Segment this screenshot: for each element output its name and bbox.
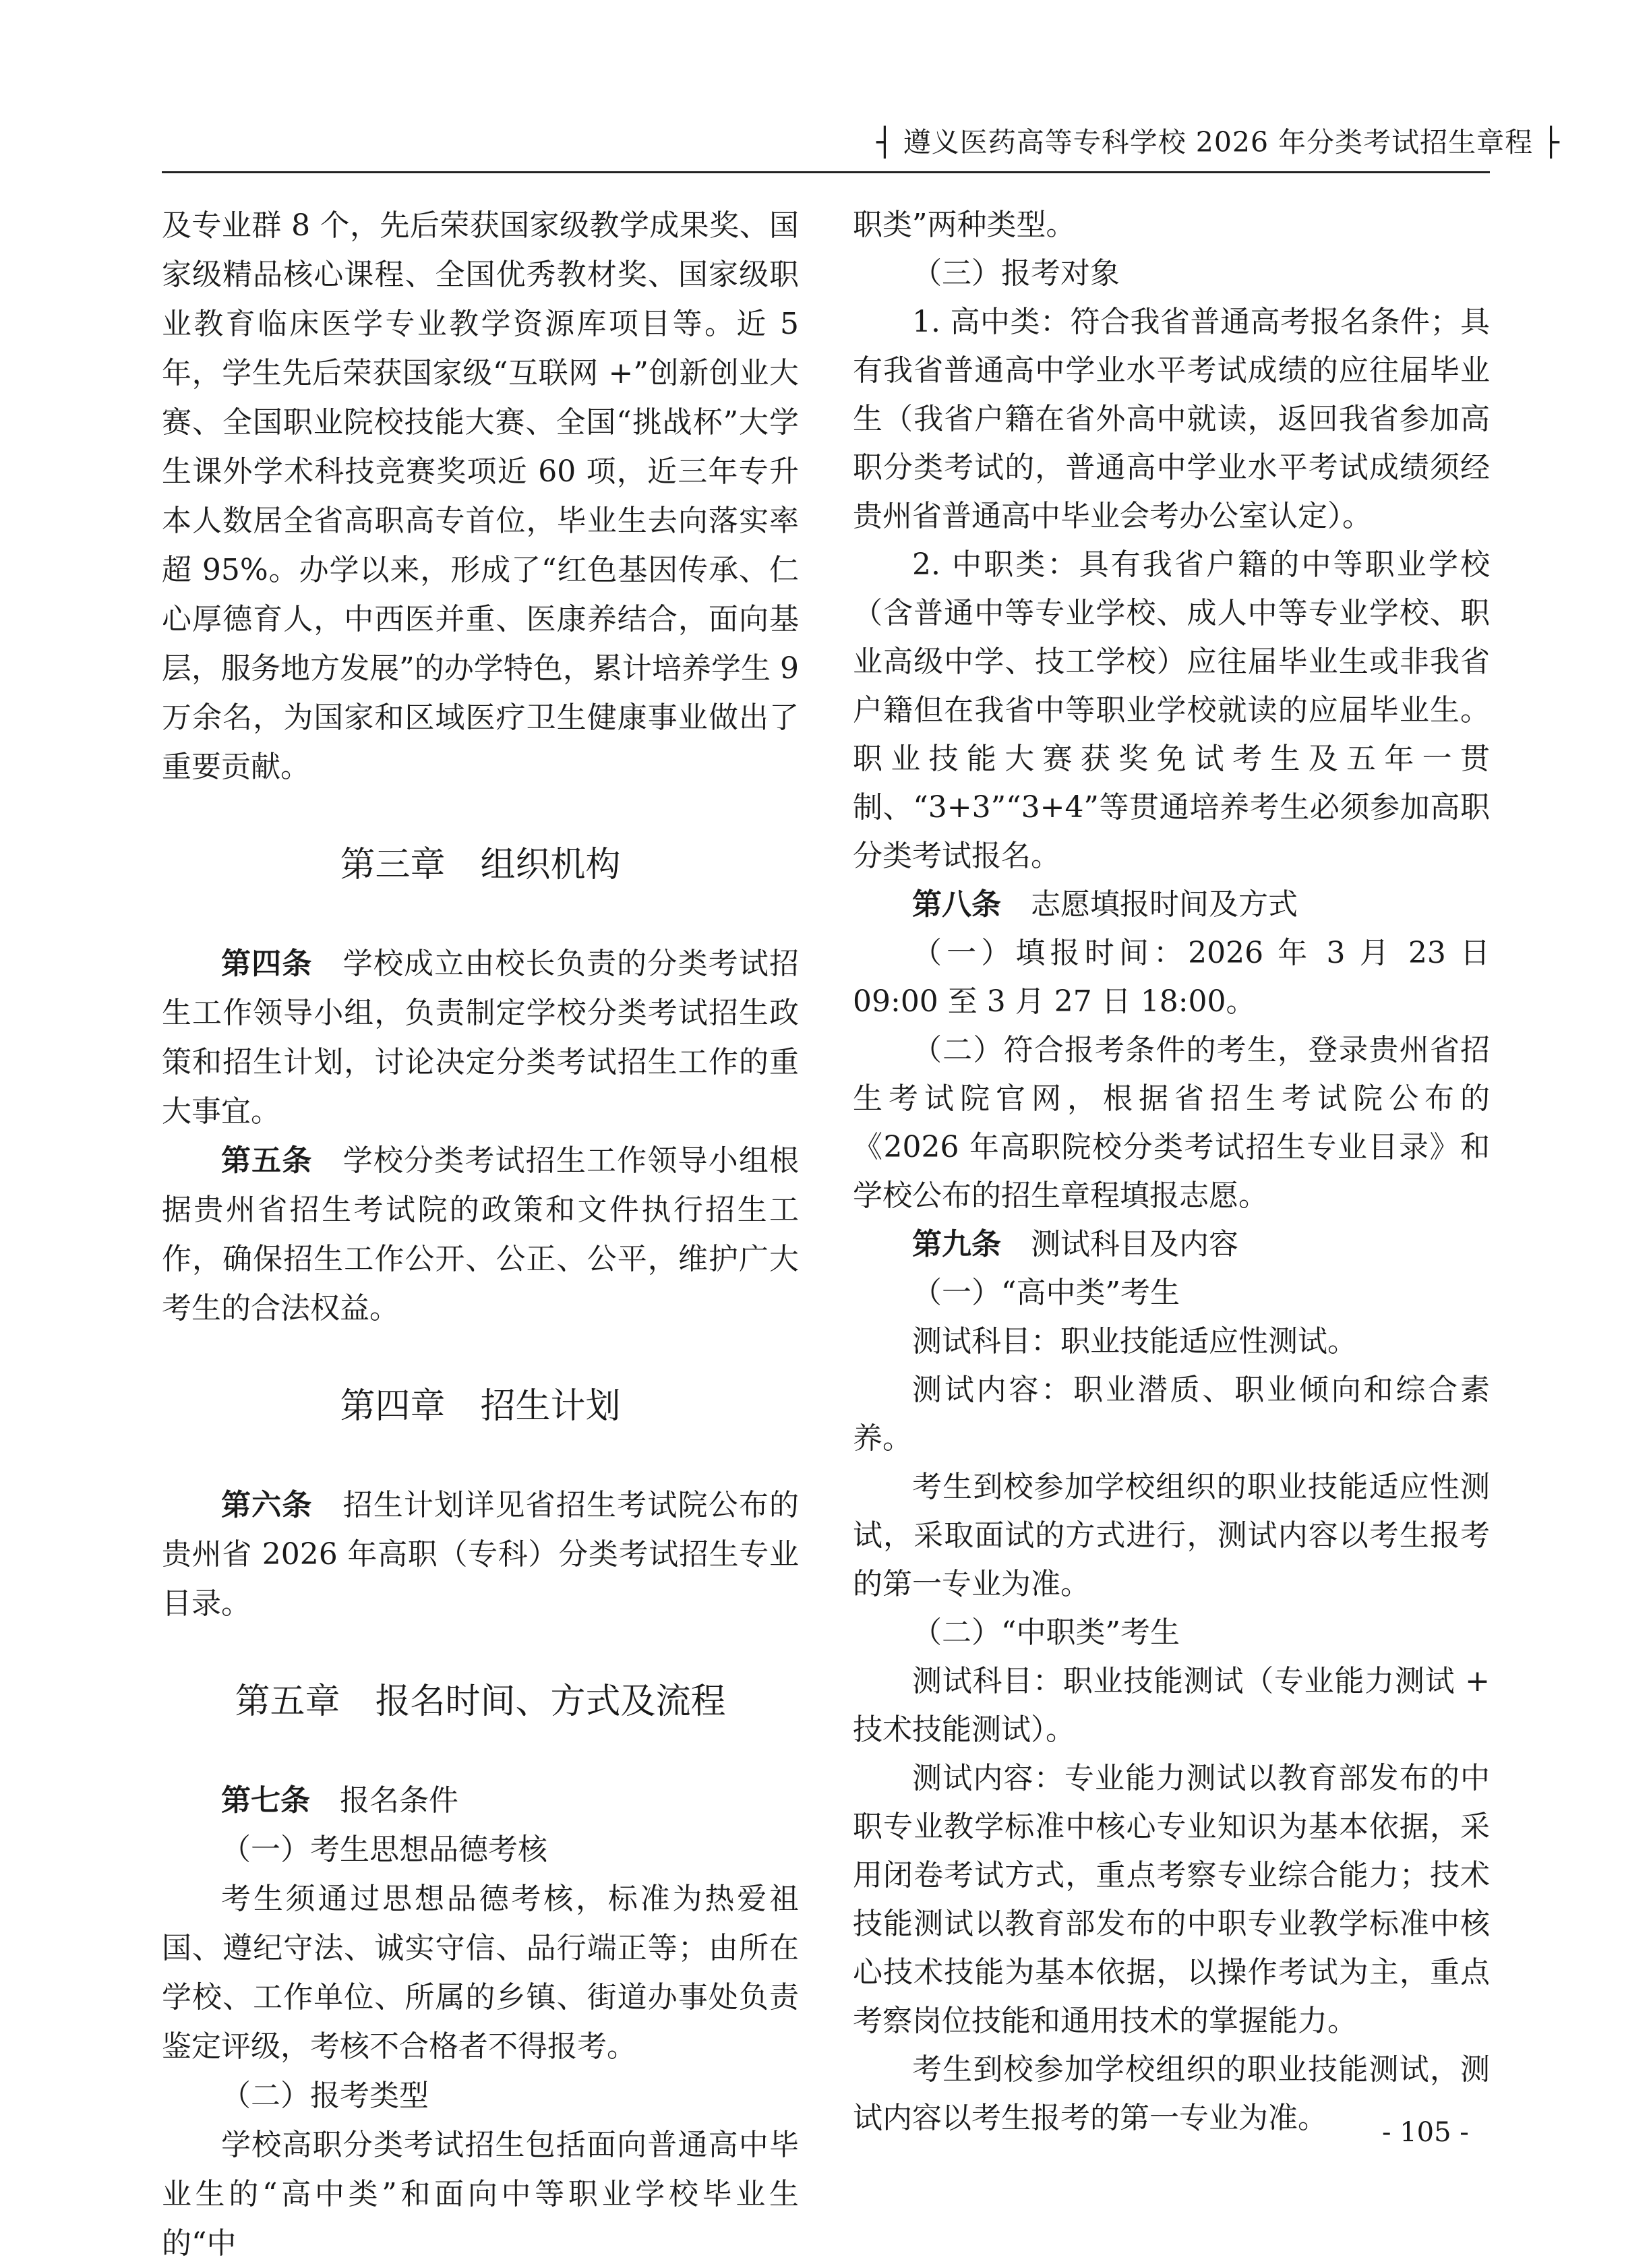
section-9-2-heading: （二）“中职类”考生 xyxy=(912,1615,1180,1650)
section-8-1: （一）填报时间：2026 年 3 月 23 日 09:00 至 3 月 27 日 18:00。 xyxy=(853,936,1490,1019)
article-9-label: 第九条 xyxy=(912,1227,1001,1261)
article-6 xyxy=(162,1481,799,1628)
header-rule xyxy=(162,171,1490,173)
section-9-1-content: 测试内容：职业潜质、职业倾向和综合素养。 xyxy=(853,1373,1490,1456)
header-close-mark: ├ xyxy=(1542,126,1560,158)
section-9-2-content: 测试内容：专业能力测试以教育部发布的中职专业教学标准中核心专业知识为基本依据，采用闭卷考试方式，重点考察专业综合能力；技术技能测试以教育部发布的中职专业教学标准中核心技术技能为基本依据，以操作考试为主，重点考察岗位技能和通用技术的掌握能力。 xyxy=(853,1761,1490,2038)
article-4-text: 学校成立由校长负责的分类考试招生工作领导小组，负责制定学校分类考试招生政策和招生计划，讨论决定分类考试招生工作的重大事宜。 xyxy=(162,947,799,1129)
article-8 xyxy=(853,881,1490,929)
section-9-2-subject: 测试科目：职业技能测试（专业能力测试 + 技术技能测试）。 xyxy=(853,1664,1490,1747)
section-9-1-subject: 测试科目：职业技能适应性测试。 xyxy=(912,1324,1357,1359)
section-7-3-2: 2. 中职类：具有我省户籍的中等职业学校（含普通中等专业学校、成人中等专业学校、职业高级中学、技工学校）应往届毕业生或非我省户籍但在我省中等职业学校就读的应届毕业生。职业技能大赛获奖免试考生及五年一贯制、“3+3”“3+4”等贯通培养考生必须参加高职分类考试报名。 xyxy=(853,547,1490,873)
article-7-text: 报名条件 xyxy=(310,1783,458,1818)
section-9-1-note: 考生到校参加学校组织的职业技能适应性测试，采取面试的方式进行，测试内容以考生报考的第一专业为准。 xyxy=(853,1470,1490,1601)
article-8-label: 第八条 xyxy=(912,887,1001,922)
chapter-5-title: 第五章 报名时间、方式及流程 xyxy=(235,1681,726,1722)
section-9-1-heading: （一）“高中类”考生 xyxy=(912,1276,1180,1310)
article-9 xyxy=(853,1220,1490,1269)
section-8-2: （二）符合报考条件的考生，登录贵州省招生考试院官网，根据省招生考试院公布的《2026 年高职院校分类考试招生专业目录》和学校公布的招生章程填报志愿。 xyxy=(853,1033,1490,1213)
article-6-text: 招生计划详见省招生考试院公布的贵州省 2026 年高职（专科）分类考试招生专业目录。 xyxy=(162,1488,799,1621)
article-5 xyxy=(162,1136,799,1333)
article-8-text: 志愿填报时间及方式 xyxy=(1001,887,1298,922)
right-column xyxy=(853,201,1490,2143)
article-4-label: 第四条 xyxy=(221,947,313,981)
header-title: 遵义医药高等专科学校 2026 年分类考试招生章程 xyxy=(903,126,1534,158)
section-7-3-1: 1. 高中类：符合我省普通高考报名条件；具有我省普通高中学业水平考试成绩的应往届毕业生（我省户籍在省外高中就读，返回我省参加高职分类考试的，普通高中学业水平考试成绩须经贵州省普通高中毕业会考办公室认定）。 xyxy=(853,305,1490,533)
section-7-2-text: 学校高职分类考试招生包括面向普通高中毕业生的“高中类”和面向中等职业学校毕业生的“中 xyxy=(162,2128,799,2261)
section-9-2-note: 考生到校参加学校组织的职业技能测试，测试内容以考生报考的第一专业为准。 xyxy=(853,2052,1490,2135)
article-6-label: 第六条 xyxy=(221,1488,313,1522)
article-9-text: 测试科目及内容 xyxy=(1001,1227,1238,1261)
running-header xyxy=(876,120,1560,160)
left-column xyxy=(162,201,799,2268)
page-number: - 105 - xyxy=(1382,2117,1469,2148)
intro-paragraph: 及专业群 8 个，先后荣获国家级教学成果奖、国家级精品核心课程、全国优秀教材奖、国家级职业教育临床医学专业教学资源库项目等。近 5 年，学生先后荣获国家级“互联网 +”创新创业大赛、全国职业院校技能大赛、全国“挑战杯”大学生课外学术科技竞赛奖项近 60 项，近三年专升本人数居全省高职高专首位，毕业生去向落实率超 95%。办学以来，形成了“红色基因传承、仁心厚德育人，中西医并重、医康养结合，面向基层，服务地方发展”的办学特色，累计培养学生 9 万余名，为国家和区域医疗卫生健康事业做出了重要贡献。 xyxy=(162,208,799,784)
header-open-mark: ┤ xyxy=(876,126,894,158)
article-7-label: 第七条 xyxy=(221,1783,310,1818)
article-5-text: 学校分类考试招生工作领导小组根据贵州省招生考试院的政策和文件执行招生工作，确保招生工作公开、公正、公平，维护广大考生的合法权益。 xyxy=(162,1143,799,1325)
article-4 xyxy=(162,939,799,1136)
section-7-1-heading: （一）考生思想品德考核 xyxy=(221,1832,547,1867)
article-7 xyxy=(162,1776,799,1825)
section-7-2-heading: （二）报考类型 xyxy=(221,2079,429,2113)
section-7-3-heading: （三）报考对象 xyxy=(912,256,1120,291)
section-7-1-text: 考生须通过思想品德考核，标准为热爱祖国、遵纪守法、诚实守信、品行端正等；由所在学校、工作单位、所属的乡镇、街道办事处负责鉴定评级，考核不合格者不得报考。 xyxy=(162,1882,799,2064)
chapter-3-title: 第三章 组织机构 xyxy=(340,845,621,885)
chapter-4-title: 第四章 招生计划 xyxy=(340,1386,621,1427)
article-5-label: 第五条 xyxy=(221,1143,313,1178)
continuation-text: 职类”两种类型。 xyxy=(853,208,1076,242)
